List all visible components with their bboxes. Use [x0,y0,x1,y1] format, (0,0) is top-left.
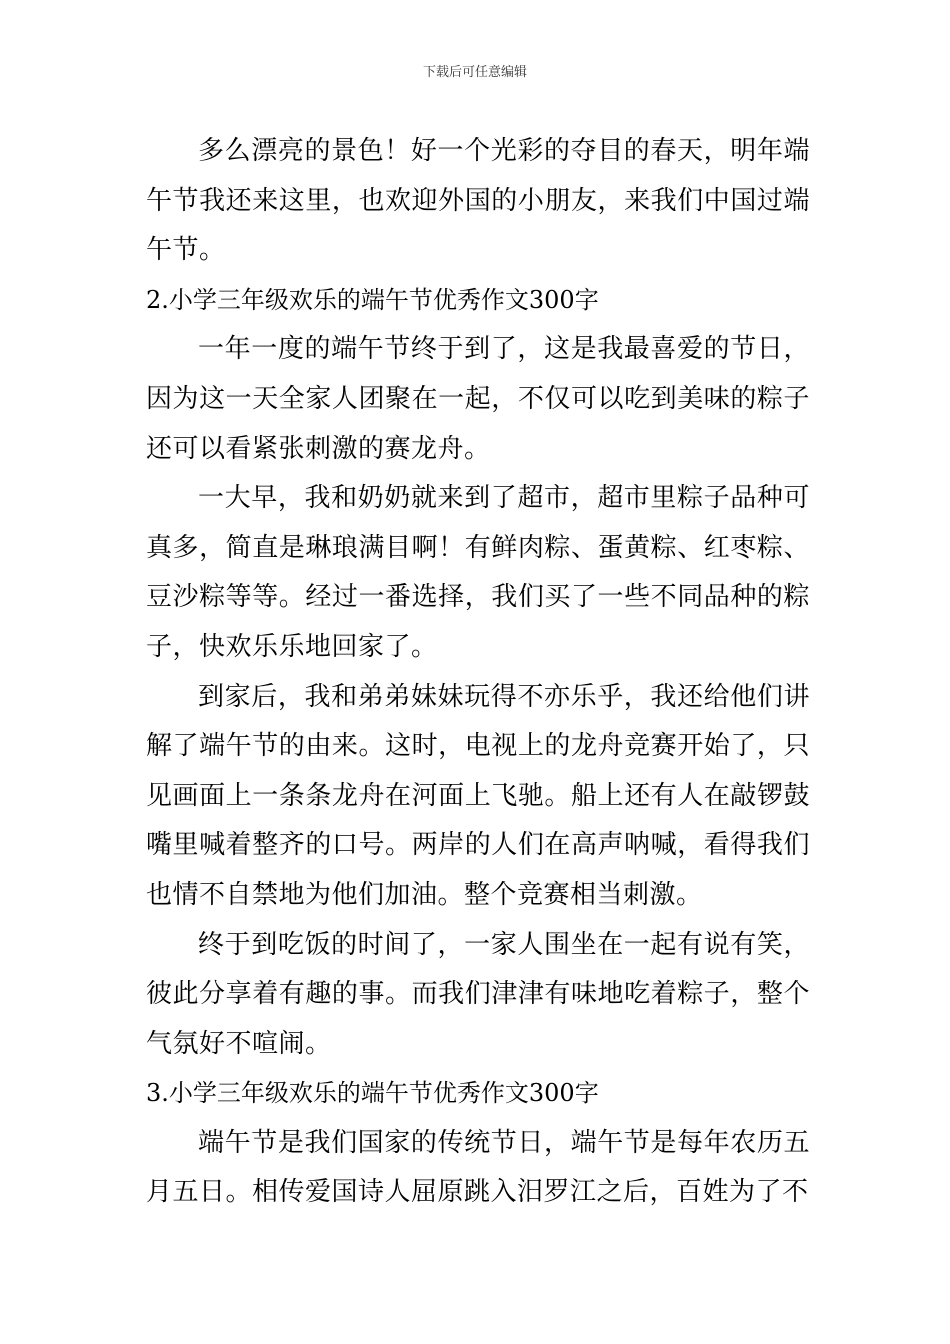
paragraph: 一大早，我和奶奶就来到了超市，超市里粽子品种可真多，简直是琳琅满目啊！有鲜肉粽、蛋黄粽、红枣粽、豆沙粽等等。经过一番选择，我们买了一些不同品种的粽子，快欢乐乐地回家了。 [146,483,810,662]
section-heading: 2.小学三年级欢乐的端午节优秀作文300字 [146,285,599,314]
paragraph: 一年一度的端午节终于到了，这是我最喜爱的节日，因为这一天全家人团聚在一起，不仅可以吃到美味的粽子还可以看紧张刺激的赛龙舟。 [146,334,810,464]
paragraph: 多么漂亮的景色！好一个光彩的夺目的春天，明年端午节我还来这里，也欢迎外国的小朋友，来我们中国过端午节。 [146,136,810,266]
page-header-note: 下载后可任意编辑 [422,65,527,80]
document-body [146,127,810,1218]
paragraph: 终于到吃饭的时间了，一家人围坐在一起有说有笑，彼此分享着有趣的事。而我们津津有味地吃着粽子，整个气氛好不喧闹。 [146,929,810,1059]
section-heading: 3.小学三年级欢乐的端午节优秀作文300字 [146,1079,599,1108]
paragraph: 到家后，我和弟弟妹妹玩得不亦乐乎，我还给他们讲解了端午节的由来。这时，电视上的龙舟竞赛开始了，只见画面上一条条龙舟在河面上飞驰。船上还有人在敲锣鼓嘴里喊着整齐的口号。两岸的人们在高声呐喊，看得我们也情不自禁地为他们加油。整个竞赛相当刺激。 [146,681,810,910]
paragraph: 端午节是我们国家的传统节日，端午节是每年农历五月五日。相传爱国诗人屈原跳入汨罗江之后，百姓为了不 [146,1127,810,1208]
